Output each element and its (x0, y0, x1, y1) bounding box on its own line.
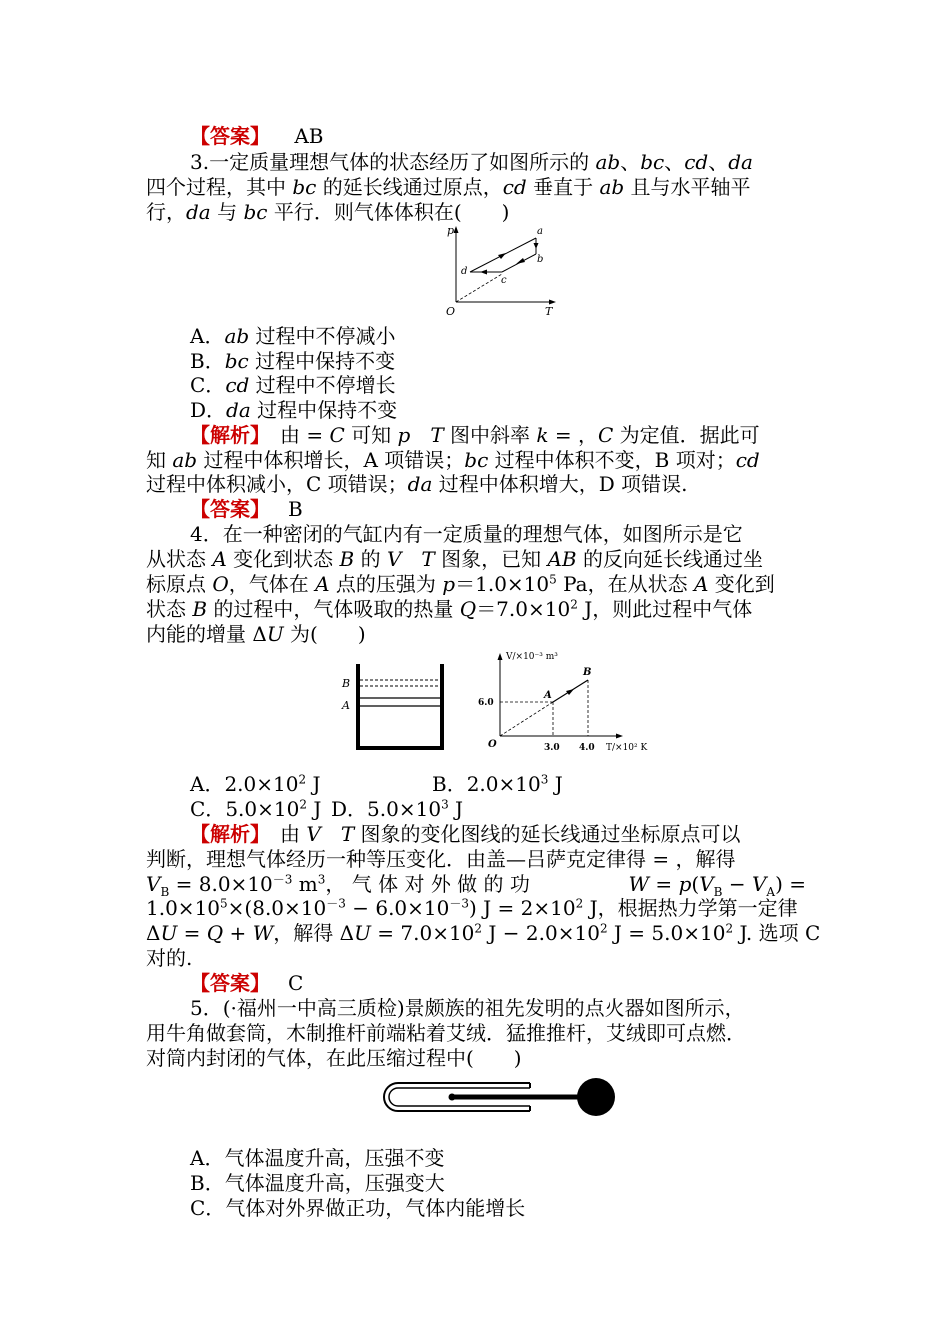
q4-text: p (442, 572, 456, 596)
analysis-text: = ， (548, 423, 598, 447)
q3-option-c (190, 373, 396, 397)
origin-label: O (446, 305, 456, 318)
q4-text: 为( ) (283, 622, 366, 646)
q4-text: 状态 (146, 597, 193, 621)
q4-analysis-line-5 (146, 921, 820, 945)
option-key: D． (190, 398, 227, 422)
option-text: 气体对外界做正功，气体内能增长 (225, 1196, 526, 1220)
q4-text: 2 (570, 597, 578, 612)
answer-value: C (288, 971, 304, 995)
option-text: 5.0×10 (367, 797, 442, 821)
analysis-text: V (146, 872, 161, 896)
q4-analysis-line-6 (146, 946, 192, 970)
q4-text: AB (547, 547, 577, 571)
v-axis-label: V/×10⁻³ m³ (506, 652, 558, 662)
analysis-text: C (598, 423, 614, 447)
option-italic: da (226, 398, 251, 422)
q4-analysis-line-4 (146, 896, 798, 920)
q3-analysis-line-1 (190, 423, 760, 447)
q4-text: A (212, 547, 227, 571)
analysis-sup: －3 (449, 896, 470, 911)
analysis-sup: 2 (474, 921, 483, 936)
q4-text: B (339, 547, 355, 571)
q5-line-2 (146, 1021, 746, 1045)
analysis-text: J，根据热力学第一定律 (583, 896, 798, 920)
ab-extension (500, 702, 553, 736)
point-a-label: a (537, 226, 543, 237)
option-key: C． (190, 1196, 226, 1220)
analysis-text: J − 2.0×10 (482, 921, 600, 945)
q3-text: cd (502, 175, 527, 199)
analysis-text: = 8.0×10 (169, 872, 273, 896)
analysis-text: ，解得 Δ (273, 921, 355, 945)
q4-text: 标原点 (146, 572, 213, 596)
analysis-text: ab (172, 448, 198, 472)
analysis-text: U (354, 921, 371, 945)
q3-line-3 (146, 200, 509, 224)
q4-text: Pa，在从状态 (556, 572, 694, 596)
analysis-text: T (340, 822, 355, 846)
analysis-text: 知 (146, 448, 173, 472)
analysis-sub: B (160, 885, 170, 899)
q3-text: bc (640, 150, 665, 174)
q5-text: 对筒内封闭的气体，在此压缩过程中( ) (146, 1046, 522, 1070)
analysis-group (628, 872, 806, 899)
q4-option-a (190, 772, 320, 796)
point-b-label: b (537, 254, 544, 265)
q4-text: A (693, 572, 709, 596)
q4-line-1 (190, 522, 743, 546)
q3-text: 四个过程，其中 (146, 175, 293, 199)
analysis-text: 为定值．据此可 (613, 423, 760, 447)
bc-extension (456, 274, 502, 302)
option-key: C． (190, 797, 226, 821)
analysis-sup: 3 (317, 872, 326, 887)
analysis-text: U (160, 921, 178, 945)
q3-text: 垂直于 (526, 175, 600, 199)
q4-text: B (192, 597, 208, 621)
q4-cylinder-figure (338, 660, 454, 752)
analysis-text: bc (464, 448, 489, 472)
q4-text: V (386, 547, 402, 571)
option-sup: 2 (299, 797, 307, 812)
analysis-text: + (223, 921, 253, 945)
y-tick-label: 6.0 (478, 698, 494, 708)
arrow-cd-icon (480, 270, 487, 275)
q4-text: 4．在一种密闭的气缸内有一定质量的理想气体，如图所示是它 (190, 522, 743, 546)
q3-text: 平行．则气体体积在( ) (267, 200, 510, 224)
arrow-ab-icon (534, 243, 539, 249)
q3-text: 3.一定质量理想气体的状态经历了如图所示的 (190, 150, 596, 174)
option-key: B． (190, 1171, 225, 1195)
answer-value: B (288, 497, 303, 521)
analysis-text: 过程中体积增长，A 项错误； (197, 448, 465, 472)
option-italic: cd (225, 373, 250, 397)
q5-text: 用牛角做套筒，木制推杆前端粘着艾绒．猛推推杆，艾绒即可点燃． (146, 1021, 746, 1045)
analysis-text: J. 选项 C (733, 921, 821, 945)
analysis-text: − 6.0×10 (345, 896, 450, 920)
v-axis-arrow-icon (498, 653, 503, 660)
analysis-text: = (177, 921, 207, 945)
analysis-text: m (292, 872, 318, 896)
q3-line-2 (146, 175, 751, 199)
p-label: p (447, 224, 455, 237)
analysis-text: 图象的变化图线的延长线通过坐标原点可以 (354, 822, 741, 846)
analysis-text: J = 5.0×10 (607, 921, 726, 945)
q3-text: bc (292, 175, 317, 199)
q4-option-c (190, 797, 321, 821)
q4-answer (190, 971, 303, 995)
x-tick-label-1: 3.0 (544, 743, 560, 753)
analysis-text: ) J = 2×10 (469, 896, 576, 920)
q4-analysis-line-3 (146, 872, 806, 899)
q4-text: J，则此过程中气体 (577, 597, 753, 621)
q4-analysis-line-1 (190, 822, 741, 846)
analysis-text: ， 气 体 对 外 做 的 功 (325, 872, 530, 896)
q5-line-3 (146, 1046, 522, 1070)
analysis-text: V (699, 872, 714, 896)
q4-text: ，气体在 (228, 572, 316, 596)
q4-text: 的反向延长线通过坐 (576, 547, 763, 571)
analysis-sup: 2 (599, 921, 608, 936)
analysis-text: 由 = (260, 423, 330, 447)
analysis-text: C (329, 423, 345, 447)
option-text: 过程中不停减小 (249, 324, 396, 348)
q4-text: 5 (549, 572, 557, 587)
q5-line-1 (190, 996, 745, 1020)
q3-text: 且与水平轴平 (624, 175, 751, 199)
analysis-text: 过程中体积不变，B 项对； (488, 448, 736, 472)
analysis-group (146, 872, 530, 899)
cyl-a-label: A (342, 699, 350, 712)
analysis-text: 过程中体积减小，C 项错误； (146, 472, 408, 496)
q4-text: 内能的增量 Δ (146, 622, 267, 646)
rod-knob (577, 1078, 615, 1116)
q3-option-d (190, 398, 397, 422)
q5-fire-piston-figure (376, 1074, 620, 1120)
option-key: B． (190, 349, 225, 373)
analysis-tag: 【解析】 (190, 423, 260, 447)
q4-text: O (212, 572, 229, 596)
q3-text: ab (599, 175, 625, 199)
option-unit: J (306, 797, 322, 821)
point-c-label: c (501, 275, 507, 286)
q5-option-c (190, 1196, 525, 1220)
analysis-sup: 2 (575, 896, 584, 911)
analysis-text: = (649, 872, 679, 896)
analysis-text: ×(8.0×10 (227, 896, 327, 920)
q4-text: Q (459, 597, 477, 621)
q3-text: bc (243, 200, 268, 224)
q3-text: cd (684, 150, 709, 174)
arrow-bc-icon (516, 258, 525, 264)
q3-analysis-line-2 (146, 448, 760, 472)
analysis-text: V (751, 872, 767, 896)
q3-text: 行， (146, 200, 186, 224)
option-text: 气体温度升高，压强不变 (224, 1146, 445, 1170)
option-unit: J (548, 772, 563, 796)
analysis-text (410, 423, 430, 447)
arrow-ab-icon (566, 689, 574, 695)
option-text: 2.0×10 (466, 772, 541, 796)
analysis-text: V (306, 822, 321, 846)
t-label: T (545, 305, 553, 318)
q4-text: 变化到状态 (226, 547, 340, 571)
analysis-text: 1.0×10 (146, 896, 221, 920)
analysis-text: 图中斜率 (443, 423, 537, 447)
analysis-text: p (397, 423, 411, 447)
answer-tag: 【答案】 (190, 124, 270, 148)
q4-text: 点的压强为 (329, 572, 443, 596)
option-text: 气体温度升高，压强变大 (224, 1171, 445, 1195)
q3-answer (190, 497, 303, 521)
q3-text: 、 (620, 150, 641, 174)
t-axis-label: T/×10² K (606, 743, 648, 753)
option-sup: 2 (298, 772, 307, 787)
q4-vt-figure (478, 648, 668, 756)
analysis-text: Q (206, 921, 224, 945)
analysis-text: k (536, 423, 549, 447)
analysis-text: − (722, 872, 752, 896)
analysis-text: ( (691, 872, 700, 896)
answer-tag: 【答案】 (190, 497, 270, 521)
analysis-sub: A (766, 885, 776, 899)
q2-answer (190, 124, 324, 148)
arrow-da-icon (498, 253, 506, 259)
analysis-text: = 7.0×10 (370, 921, 475, 945)
analysis-text: da (407, 472, 433, 496)
option-key: B． (432, 772, 467, 796)
q4-text: 变化到 (708, 572, 775, 596)
option-sup: 3 (540, 772, 549, 787)
q3-line-1 (190, 150, 753, 174)
analysis-text: 可知 (344, 423, 398, 447)
q4-text: A (315, 572, 330, 596)
analysis-text: p (678, 872, 692, 896)
analysis-sup: 2 (725, 921, 734, 936)
q3-text: 、 (708, 150, 729, 174)
q4-text: U (266, 622, 284, 646)
q4-text: 图象，已知 (434, 547, 548, 571)
analysis-sub: B (713, 885, 723, 899)
q3-option-a (190, 324, 396, 348)
option-unit: J (306, 772, 321, 796)
analysis-text: cd (735, 448, 760, 472)
analysis-text: 判断，理想气体经历一种等压变化．由盖—吕萨克定律得 = ，解得 (146, 847, 736, 871)
option-sup: 3 (441, 797, 449, 812)
answer-tag: 【答案】 (190, 971, 270, 995)
q3-option-b (190, 349, 395, 373)
analysis-text: W (252, 921, 274, 945)
q3-analysis-line-3 (146, 472, 688, 496)
analysis-text: T (430, 423, 444, 447)
analysis-text: 对的. (146, 946, 193, 970)
q5-text: 5．(·福州一中高三质检)景颇族的祖先发明的点火器如图所示， (190, 996, 745, 1020)
p-axis-arrow-icon (454, 226, 459, 233)
q3-text: 与 (210, 200, 244, 224)
cyl-b-label: B (342, 677, 351, 690)
moxa-tip (449, 1094, 456, 1101)
analysis-text: ) = (775, 872, 806, 896)
analysis-sup: －3 (326, 896, 346, 911)
q4-text: 的 (354, 547, 387, 571)
t-axis-arrow-icon (549, 300, 556, 305)
q4-text: ＝7.0×10 (476, 597, 571, 621)
q5-option-a (190, 1146, 444, 1170)
option-italic: ab (224, 324, 250, 348)
t-axis-arrow-icon (616, 734, 623, 739)
q4-text: 从状态 (146, 547, 213, 571)
point-d-label: d (461, 266, 468, 277)
origin-label: O (488, 739, 497, 750)
point-b-label: B (583, 667, 592, 678)
option-key: D． (331, 797, 368, 821)
option-key: A． (190, 1146, 225, 1170)
analysis-text: 由 (260, 822, 307, 846)
analysis-text: 过程中体积增大，D 项错误. (432, 472, 688, 496)
q4-analysis-line-2 (146, 847, 735, 871)
q5-option-b (190, 1171, 445, 1195)
q4-text: ＝1.0×10 (455, 572, 550, 596)
q3-text: 、 (664, 150, 685, 174)
q4-option-b (432, 772, 563, 796)
option-text: 5.0×10 (225, 797, 300, 821)
option-key: A． (190, 772, 225, 796)
analysis-sup: 5 (220, 896, 228, 911)
option-text: 2.0×10 (224, 772, 299, 796)
option-text: 过程中保持不变 (250, 398, 398, 422)
option-unit: J (448, 797, 464, 821)
q3-text: da (728, 150, 753, 174)
option-text: 过程中保持不变 (248, 349, 396, 373)
q4-option-d (331, 797, 463, 821)
q4-line-4 (146, 597, 752, 621)
q4-text (401, 547, 421, 571)
q4-text: 的过程中，气体吸取的热量 (207, 597, 460, 621)
option-text: 过程中不停增长 (249, 373, 396, 397)
option-key: C． (190, 373, 226, 397)
analysis-text: Δ (146, 921, 161, 945)
analysis-text: W (628, 872, 650, 896)
q4-text: T (421, 547, 435, 571)
q4-line-3 (146, 572, 775, 596)
x-tick-label-2: 4.0 (579, 743, 595, 753)
q3-text: da (186, 200, 211, 224)
analysis-text (321, 822, 341, 846)
answer-value: AB (294, 124, 324, 148)
q4-line-2 (146, 547, 763, 571)
analysis-tag: 【解析】 (190, 822, 260, 846)
point-a-label: A (544, 690, 552, 701)
q3-text: 的延长线通过原点， (316, 175, 503, 199)
q4-line-5 (146, 622, 366, 646)
option-key: A． (190, 324, 225, 348)
option-italic: bc (224, 349, 249, 373)
analysis-sup: －3 (272, 872, 293, 887)
q3-pt-figure (440, 222, 570, 320)
q3-text: ab (595, 150, 621, 174)
